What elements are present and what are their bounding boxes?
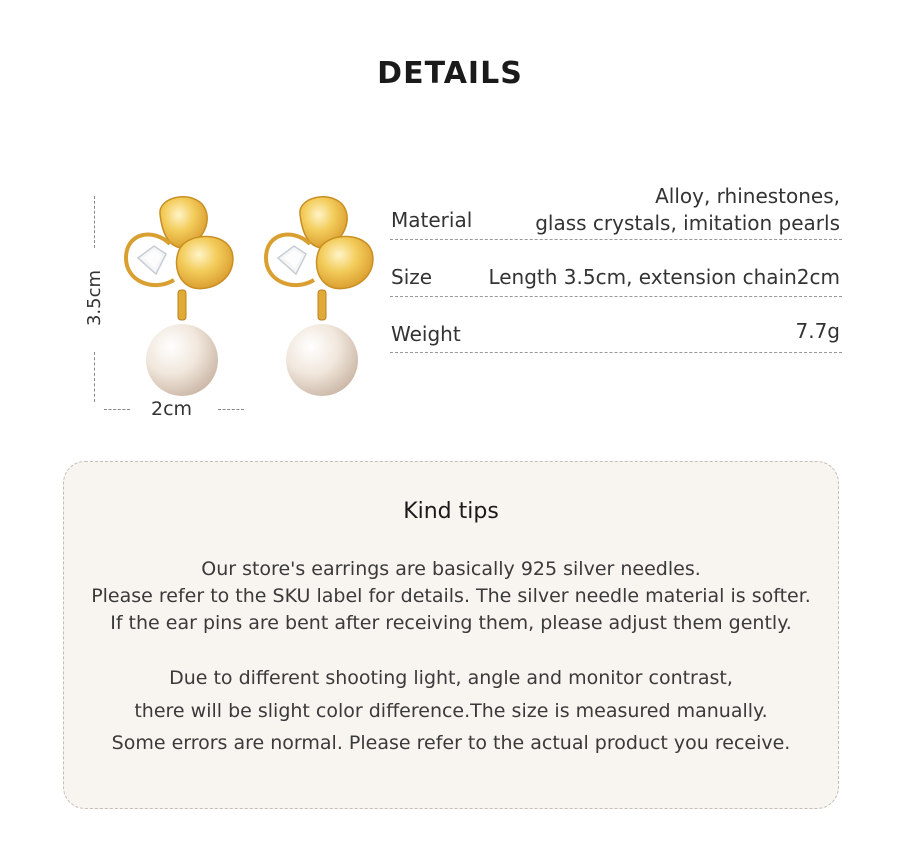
tips-line: Please refer to the SKU label for details. The silver needle material is softer. [91,585,811,607]
spec-value-line: Length 3.5cm, extension chain2cm [488,265,840,289]
earring-image-right [258,192,386,402]
width-dimension-label: 2cm [151,398,193,420]
spec-row-weight [390,318,842,353]
kind-tips-title: Kind tips [403,499,499,524]
tips-line: Our store's earrings are basically 925 silver needles. [201,558,701,580]
earring-image-left [118,192,246,402]
page-title: DETAILS [377,56,523,91]
spec-label: Material [391,208,473,232]
tips-line: there will be slight color difference.The size is measured manually. [134,700,768,722]
spec-value-line: Alloy, rhinestones, [655,184,840,208]
spec-value-line: 7.7g [795,319,840,343]
spec-row-size [390,262,842,297]
width-dimension-line-left [104,409,130,410]
tips-line: Due to different shooting light, angle and monitor contrast, [169,667,733,689]
spec-label: Size [391,265,433,289]
spec-value-line: glass crystals, imitation pearls [535,211,840,235]
height-dimension-line-bottom [94,352,95,402]
tips-line: Some errors are normal. Please refer to the actual product you receive. [111,732,791,754]
kind-tips-box [63,461,839,809]
tips-line: If the ear pins are bent after receiving them, please adjust them gently. [110,612,792,634]
spec-value [795,318,840,345]
spec-label: Weight [391,322,461,346]
height-dimension-label: 3.5cm [83,269,105,327]
spec-row-material [390,182,842,240]
spec-value [535,183,840,237]
height-dimension-line-top [94,196,95,248]
width-dimension-line-right [218,409,244,410]
spec-value [488,264,840,291]
